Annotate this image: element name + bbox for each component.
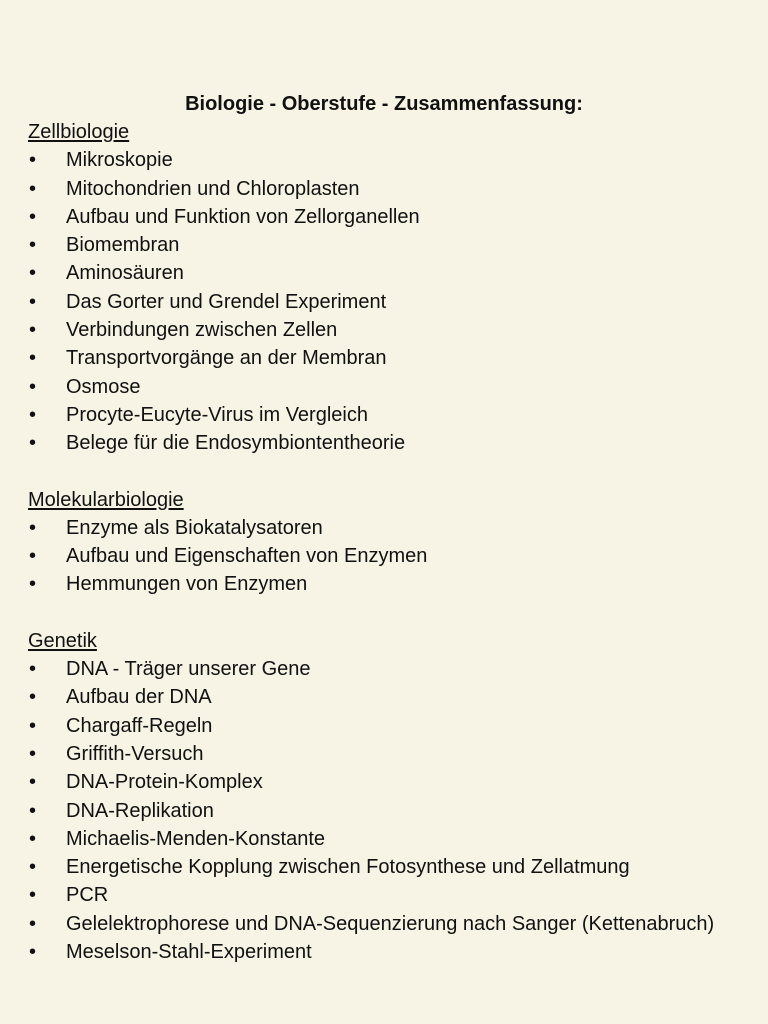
bullet-list [28, 655, 748, 966]
bullet-marker: • [29, 686, 37, 709]
section-molekularbiologie [28, 486, 748, 599]
bullet-marker: • [29, 347, 37, 370]
list-item [28, 344, 748, 372]
bullet-marker: • [29, 658, 37, 681]
list-item-text: DNA-Replikation [66, 799, 214, 822]
bullet-marker: • [29, 573, 37, 596]
bullet-marker: • [29, 262, 37, 285]
list-item [28, 712, 748, 740]
list-item-text: Transportvorgänge an der Membran [66, 347, 387, 370]
bullet-marker: • [29, 912, 37, 935]
list-item-text: Energetische Kopplung zwischen Fotosynthese und Zellatmung [66, 856, 630, 879]
list-item-text: Procyte-Eucyte-Virus im Vergleich [66, 403, 368, 426]
bullet-marker: • [29, 432, 37, 455]
bullet-marker: • [29, 856, 37, 879]
bullet-marker: • [29, 941, 37, 964]
list-item-text: Enzyme als Biokatalysatoren [66, 516, 323, 539]
list-item-text: Biomembran [66, 234, 180, 257]
list-item [28, 740, 748, 768]
bullet-marker: • [29, 403, 37, 426]
list-item [28, 316, 748, 344]
bullet-marker: • [29, 799, 37, 822]
list-item-text: Meselson-Stahl-Experiment [66, 941, 312, 964]
bullet-marker: • [29, 884, 37, 907]
list-item-text: Chargaff-Regeln [66, 714, 213, 737]
list-item [28, 542, 748, 570]
bullet-marker: • [29, 827, 37, 850]
list-item-text: Aminosäuren [66, 262, 184, 285]
bullet-marker: • [29, 375, 37, 398]
list-item-text: Verbindungen zwischen Zellen [66, 319, 338, 342]
list-item-text: PCR [66, 884, 109, 907]
list-item-text: DNA - Träger unserer Gene [66, 658, 311, 681]
list-item-text: Belege für die Endosymbiontentheorie [66, 432, 406, 455]
list-item [28, 881, 748, 909]
document-content [28, 118, 748, 994]
list-item [28, 825, 748, 853]
list-item-text: Mikroskopie [66, 149, 173, 172]
list-item-text: Osmose [66, 375, 141, 398]
list-item [28, 259, 748, 287]
section-genetik [28, 627, 748, 967]
section-zellbiologie [28, 118, 748, 458]
list-item [28, 853, 748, 881]
list-item [28, 401, 748, 429]
list-item [28, 288, 748, 316]
bullet-list [28, 514, 748, 599]
bullet-marker: • [29, 319, 37, 342]
bullet-marker: • [29, 205, 37, 228]
list-item [28, 429, 748, 457]
bullet-marker: • [29, 290, 37, 313]
section-heading: Genetik [28, 629, 97, 652]
bullet-marker: • [29, 234, 37, 257]
list-item [28, 768, 748, 796]
list-item-text: Aufbau der DNA [66, 686, 212, 709]
section-heading: Zellbiologie [28, 121, 130, 143]
list-item-text: Griffith-Versuch [66, 742, 204, 765]
bullet-marker: • [29, 771, 37, 794]
list-item [28, 373, 748, 401]
list-item [28, 683, 748, 711]
list-item-text: DNA-Protein-Komplex [66, 771, 263, 794]
list-item-text: Das Gorter und Grendel Experiment [66, 290, 387, 313]
section-heading: Molekularbiologie [28, 488, 184, 511]
list-item [28, 203, 748, 231]
list-item-text: Aufbau und Funktion von Zellorganellen [66, 205, 420, 228]
list-item-text: Hemmungen von Enzymen [66, 573, 308, 596]
bullet-marker: • [29, 545, 37, 568]
bullet-list [28, 146, 748, 457]
list-item [28, 797, 748, 825]
list-item-text: Aufbau und Eigenschaften von Enzymen [66, 545, 428, 568]
bullet-marker: • [29, 742, 37, 765]
bullet-marker: • [29, 516, 37, 539]
bullet-marker: • [29, 177, 37, 200]
list-item [28, 910, 748, 938]
bullet-marker: • [29, 714, 37, 737]
list-item [28, 655, 748, 683]
list-item-text: Michaelis-Menden-Konstante [66, 827, 326, 850]
list-item-text: Gelelektrophorese und DNA-Sequenzierung nach Sanger (Kettenabruch) [66, 912, 715, 935]
list-item-text: Mitochondrien und Chloroplasten [66, 177, 360, 200]
list-item [28, 175, 748, 203]
bullet-marker: • [29, 149, 37, 172]
list-item [28, 938, 748, 966]
list-item [28, 231, 748, 259]
list-item [28, 146, 748, 174]
document-title: Biologie - Oberstufe - Zusammenfassung: [185, 93, 583, 115]
list-item [28, 570, 748, 598]
list-item [28, 514, 748, 542]
